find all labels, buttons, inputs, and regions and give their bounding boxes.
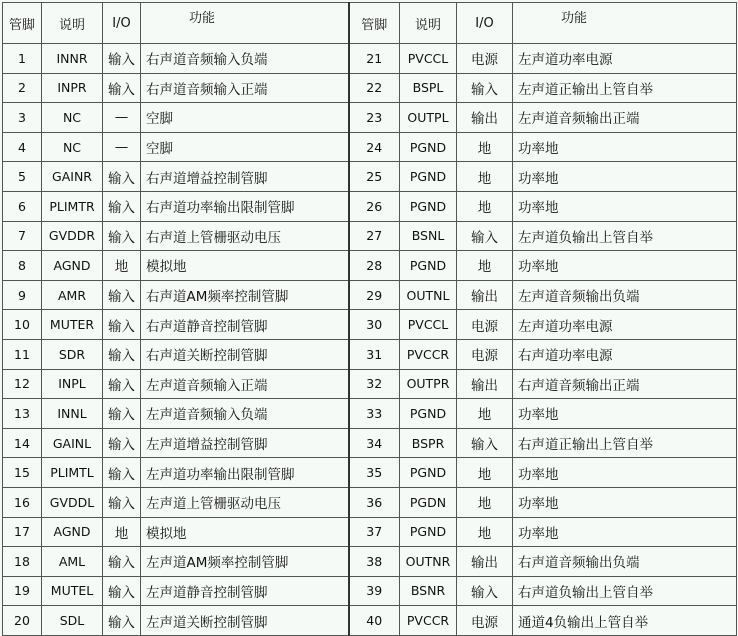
pin-function-right: 右声道音频输出正端 bbox=[513, 369, 737, 399]
pin-io-left: 输入 bbox=[103, 547, 141, 577]
pin-function-right: 左声道功率电源 bbox=[513, 310, 737, 340]
pin-name-left: AGND bbox=[42, 251, 103, 281]
pin-name-right: OUTPR bbox=[400, 369, 457, 399]
pin-function-table bbox=[2, 2, 737, 636]
pin-io-right: 地 bbox=[457, 251, 513, 281]
pin-number-right: 21 bbox=[349, 44, 400, 74]
pin-name-left: GAINL bbox=[42, 428, 103, 458]
pin-number-left: 15 bbox=[3, 458, 42, 488]
pin-function-right: 功率地 bbox=[513, 191, 737, 221]
pin-rows bbox=[3, 44, 737, 636]
pin-number-right: 36 bbox=[349, 487, 400, 517]
pin-number-left: 2 bbox=[3, 73, 42, 103]
pin-name-left: PLIMTL bbox=[42, 458, 103, 488]
pin-io-right: 地 bbox=[457, 132, 513, 162]
pin-function-left: 左声道AM频率控制管脚 bbox=[141, 547, 349, 577]
pin-function-right: 通道4负输出上管自举 bbox=[513, 606, 737, 636]
pin-name-right: BSPR bbox=[400, 428, 457, 458]
pin-function-left: 空脚 bbox=[141, 132, 349, 162]
pin-number-left: 4 bbox=[3, 132, 42, 162]
pin-number-right: 29 bbox=[349, 280, 400, 310]
pin-function-right: 左声道音频输出负端 bbox=[513, 280, 737, 310]
pin-name-left: GVDDL bbox=[42, 487, 103, 517]
pin-io-right: 电源 bbox=[457, 44, 513, 74]
pin-number-right: 27 bbox=[349, 221, 400, 251]
pin-number-right: 24 bbox=[349, 132, 400, 162]
header-row bbox=[3, 3, 737, 44]
pin-number-right: 37 bbox=[349, 517, 400, 547]
pin-io-left: 地 bbox=[103, 251, 141, 281]
pin-name-left: NC bbox=[42, 103, 103, 133]
pin-number-left: 11 bbox=[3, 339, 42, 369]
pin-name-right: PGND bbox=[400, 191, 457, 221]
table-row bbox=[3, 191, 737, 221]
pin-io-left: — bbox=[103, 132, 141, 162]
header-pin-right: 管脚 bbox=[349, 3, 400, 44]
pin-number-left: 3 bbox=[3, 103, 42, 133]
pin-function-right: 功率地 bbox=[513, 251, 737, 281]
pin-name-right: PGDN bbox=[400, 487, 457, 517]
pin-io-left: 输入 bbox=[103, 280, 141, 310]
pin-function-right: 右声道正输出上管自举 bbox=[513, 428, 737, 458]
pin-function-left: 右声道上管栅驱动电压 bbox=[141, 221, 349, 251]
pin-function-left: 右声道增益控制管脚 bbox=[141, 162, 349, 192]
pin-number-right: 28 bbox=[349, 251, 400, 281]
pin-io-right: 电源 bbox=[457, 606, 513, 636]
pin-name-left: MUTER bbox=[42, 310, 103, 340]
pin-name-left: SDL bbox=[42, 606, 103, 636]
pin-number-right: 33 bbox=[349, 399, 400, 429]
pin-name-left: MUTEL bbox=[42, 576, 103, 606]
pin-name-left: INNR bbox=[42, 44, 103, 74]
pin-io-right: 输入 bbox=[457, 73, 513, 103]
pin-function-left: 左声道静音控制管脚 bbox=[141, 576, 349, 606]
pin-function-left: 右声道功率输出限制管脚 bbox=[141, 191, 349, 221]
pin-number-right: 39 bbox=[349, 576, 400, 606]
pin-number-left: 1 bbox=[3, 44, 42, 74]
pin-function-left: 右声道静音控制管脚 bbox=[141, 310, 349, 340]
pin-function-right: 功率地 bbox=[513, 517, 737, 547]
table-row bbox=[3, 44, 737, 74]
pin-function-right: 功率地 bbox=[513, 487, 737, 517]
pin-name-left: GAINR bbox=[42, 162, 103, 192]
pin-function-left: 右声道音频输入负端 bbox=[141, 44, 349, 74]
pin-name-left: INPR bbox=[42, 73, 103, 103]
table-row bbox=[3, 103, 737, 133]
pin-function-right: 功率地 bbox=[513, 132, 737, 162]
pin-io-left: 输入 bbox=[103, 162, 141, 192]
pin-io-right: 输出 bbox=[457, 280, 513, 310]
pin-name-left: PLIMTR bbox=[42, 191, 103, 221]
header-desc-left: 说明 bbox=[42, 3, 103, 44]
table-row bbox=[3, 547, 737, 577]
pin-io-right: 输出 bbox=[457, 369, 513, 399]
pin-function-right: 左声道负输出上管自举 bbox=[513, 221, 737, 251]
pin-name-left: GVDDR bbox=[42, 221, 103, 251]
header-io-left: I/O bbox=[103, 3, 141, 44]
pin-name-right: PGND bbox=[400, 132, 457, 162]
pin-function-left: 空脚 bbox=[141, 103, 349, 133]
pin-number-right: 31 bbox=[349, 339, 400, 369]
pin-io-right: 输入 bbox=[457, 221, 513, 251]
header-io-right: I/O bbox=[457, 3, 513, 44]
pin-number-right: 22 bbox=[349, 73, 400, 103]
pin-name-right: PVCCL bbox=[400, 44, 457, 74]
pin-io-right: 地 bbox=[457, 399, 513, 429]
pin-function-left: 左声道增益控制管脚 bbox=[141, 428, 349, 458]
pin-io-right: 输出 bbox=[457, 103, 513, 133]
pin-io-right: 地 bbox=[457, 517, 513, 547]
pin-name-right: OUTNR bbox=[400, 547, 457, 577]
pin-number-right: 32 bbox=[349, 369, 400, 399]
pin-number-left: 18 bbox=[3, 547, 42, 577]
pin-name-right: BSNL bbox=[400, 221, 457, 251]
pin-io-left: 输入 bbox=[103, 487, 141, 517]
pin-name-right: PGND bbox=[400, 162, 457, 192]
pin-io-left: 输入 bbox=[103, 310, 141, 340]
pin-name-right: BSPL bbox=[400, 73, 457, 103]
pin-name-left: SDR bbox=[42, 339, 103, 369]
pin-function-left: 左声道音频输入负端 bbox=[141, 399, 349, 429]
pin-name-right: OUTNL bbox=[400, 280, 457, 310]
pin-function-right: 右声道音频输出负端 bbox=[513, 547, 737, 577]
pin-name-right: PGND bbox=[400, 458, 457, 488]
pin-io-left: 输入 bbox=[103, 221, 141, 251]
pin-number-left: 9 bbox=[3, 280, 42, 310]
pin-number-left: 7 bbox=[3, 221, 42, 251]
pin-number-left: 13 bbox=[3, 399, 42, 429]
table-row bbox=[3, 576, 737, 606]
table-row bbox=[3, 339, 737, 369]
pin-name-left: AMR bbox=[42, 280, 103, 310]
pin-function-right: 右声道负输出上管自举 bbox=[513, 576, 737, 606]
pin-function-left: 左声道功率输出限制管脚 bbox=[141, 458, 349, 488]
table-row bbox=[3, 280, 737, 310]
pin-number-right: 35 bbox=[349, 458, 400, 488]
pin-io-left: — bbox=[103, 103, 141, 133]
pin-number-left: 12 bbox=[3, 369, 42, 399]
pin-function-right: 左声道音频输出正端 bbox=[513, 103, 737, 133]
pin-function-left: 左声道关断控制管脚 bbox=[141, 606, 349, 636]
pin-number-left: 16 bbox=[3, 487, 42, 517]
pin-io-left: 输入 bbox=[103, 428, 141, 458]
pin-name-left: NC bbox=[42, 132, 103, 162]
header-func-right: 功能 bbox=[513, 3, 737, 44]
pin-number-left: 19 bbox=[3, 576, 42, 606]
pin-io-left: 地 bbox=[103, 517, 141, 547]
pin-io-left: 输入 bbox=[103, 369, 141, 399]
pin-function-right: 左声道正输出上管自举 bbox=[513, 73, 737, 103]
table-row bbox=[3, 399, 737, 429]
table-row bbox=[3, 458, 737, 488]
pin-function-left: 右声道AM频率控制管脚 bbox=[141, 280, 349, 310]
table-row bbox=[3, 606, 737, 636]
pin-number-left: 14 bbox=[3, 428, 42, 458]
table-row bbox=[3, 310, 737, 340]
pin-name-right: PGND bbox=[400, 399, 457, 429]
pin-number-left: 17 bbox=[3, 517, 42, 547]
pin-number-left: 20 bbox=[3, 606, 42, 636]
pin-io-right: 地 bbox=[457, 162, 513, 192]
pin-function-left: 左声道音频输入正端 bbox=[141, 369, 349, 399]
pin-io-left: 输入 bbox=[103, 606, 141, 636]
pin-number-right: 30 bbox=[349, 310, 400, 340]
pin-function-right: 右声道功率电源 bbox=[513, 339, 737, 369]
pin-name-right: BSNR bbox=[400, 576, 457, 606]
pin-function-right: 功率地 bbox=[513, 399, 737, 429]
pin-io-left: 输入 bbox=[103, 191, 141, 221]
pin-function-left: 右声道音频输入正端 bbox=[141, 73, 349, 103]
pin-function-right: 功率地 bbox=[513, 458, 737, 488]
pin-io-left: 输入 bbox=[103, 458, 141, 488]
pin-number-left: 10 bbox=[3, 310, 42, 340]
pin-io-right: 地 bbox=[457, 458, 513, 488]
pin-name-left: AML bbox=[42, 547, 103, 577]
table-row bbox=[3, 162, 737, 192]
pin-name-right: PVCCR bbox=[400, 339, 457, 369]
header-pin-left: 管脚 bbox=[3, 3, 42, 44]
pin-number-right: 34 bbox=[349, 428, 400, 458]
pin-function-left: 模拟地 bbox=[141, 251, 349, 281]
pin-io-right: 地 bbox=[457, 487, 513, 517]
pin-io-right: 输入 bbox=[457, 576, 513, 606]
pin-io-right: 输出 bbox=[457, 547, 513, 577]
table-row bbox=[3, 428, 737, 458]
pin-name-right: PVCCL bbox=[400, 310, 457, 340]
table-row bbox=[3, 487, 737, 517]
pin-io-left: 输入 bbox=[103, 399, 141, 429]
pin-name-right: PGND bbox=[400, 251, 457, 281]
pin-function-left: 左声道上管栅驱动电压 bbox=[141, 487, 349, 517]
pin-io-left: 输入 bbox=[103, 73, 141, 103]
pin-io-right: 输入 bbox=[457, 428, 513, 458]
pin-io-right: 电源 bbox=[457, 339, 513, 369]
pin-function-left: 右声道关断控制管脚 bbox=[141, 339, 349, 369]
pin-io-right: 电源 bbox=[457, 310, 513, 340]
pin-function-right: 功率地 bbox=[513, 162, 737, 192]
pin-number-right: 26 bbox=[349, 191, 400, 221]
pin-function-left: 模拟地 bbox=[141, 517, 349, 547]
pin-number-right: 38 bbox=[349, 547, 400, 577]
pin-number-right: 40 bbox=[349, 606, 400, 636]
table-row bbox=[3, 517, 737, 547]
pin-number-right: 23 bbox=[349, 103, 400, 133]
header-func-left: 功能 bbox=[141, 3, 349, 44]
table-row bbox=[3, 369, 737, 399]
pin-io-left: 输入 bbox=[103, 44, 141, 74]
pin-number-left: 6 bbox=[3, 191, 42, 221]
pin-name-left: INNL bbox=[42, 399, 103, 429]
pin-name-left: AGND bbox=[42, 517, 103, 547]
pin-io-left: 输入 bbox=[103, 576, 141, 606]
pin-name-right: PGND bbox=[400, 517, 457, 547]
pin-function-right: 左声道功率电源 bbox=[513, 44, 737, 74]
pin-io-left: 输入 bbox=[103, 339, 141, 369]
table-row bbox=[3, 73, 737, 103]
pin-io-right: 地 bbox=[457, 191, 513, 221]
pin-number-left: 5 bbox=[3, 162, 42, 192]
pin-name-left: INPL bbox=[42, 369, 103, 399]
table-row bbox=[3, 132, 737, 162]
pin-name-right: PVCCR bbox=[400, 606, 457, 636]
pin-number-left: 8 bbox=[3, 251, 42, 281]
table-row bbox=[3, 251, 737, 281]
table-row bbox=[3, 221, 737, 251]
header-desc-right: 说明 bbox=[400, 3, 457, 44]
pin-number-right: 25 bbox=[349, 162, 400, 192]
pin-name-right: OUTPL bbox=[400, 103, 457, 133]
